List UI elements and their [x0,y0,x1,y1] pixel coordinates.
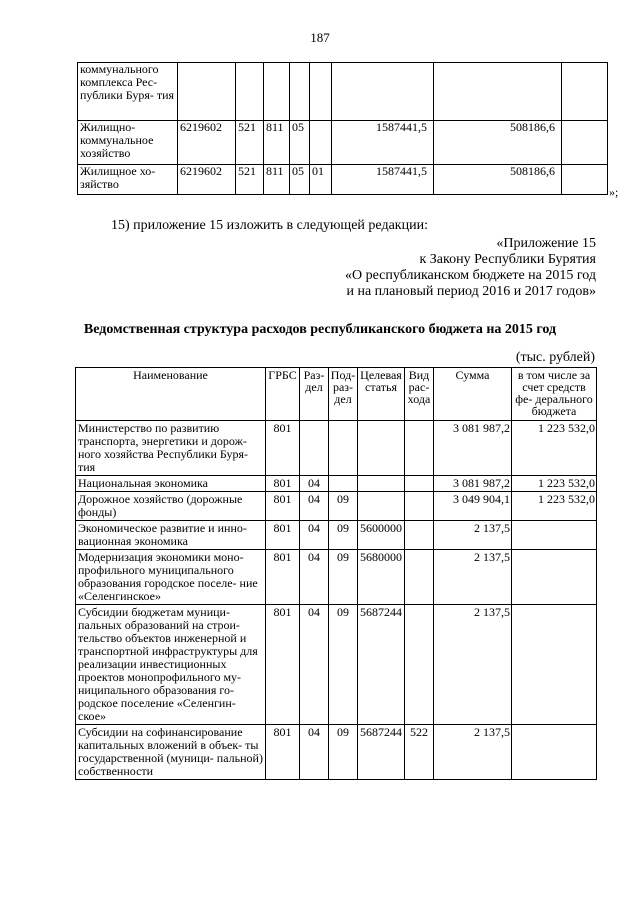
table-row: Жилищное хо- зяйство 6219602 521 811 05 01 1587441,5 508186,6 [78,165,608,195]
header-name: Наименование [76,368,266,421]
appendix-line: «Приложение 15 [496,236,596,251]
header-target: Целевая статья [358,368,405,421]
appendix-line: к Закону Республики Бурятия [419,252,596,267]
header-podrazdel: Под- раз- дел [329,368,358,421]
appendix-header [345,236,596,300]
header-razdel: Раз- дел [300,368,329,421]
table-row [78,63,608,121]
previous-table [77,62,608,195]
header-row [76,368,597,421]
header-federal: в том числе за счет средств фе- дерального бюджета [512,368,597,421]
cell-name: Жилищно- коммунальное хозяйство [78,121,178,165]
table-row: Субсидии на софинансирование капитальных вложений в объек- ты государственной (муници- пальной) собственности 801 04 09 5687244 522 2 137,5 [76,725,597,780]
header-grbs: ГРБС [266,368,300,421]
table-row: Экономическое развитие и инно- вационная экономика 801 04 09 5600000 2 137,5 [76,521,597,550]
cell-name: коммунального комплекса Рес- публики Буря- тия [78,63,178,121]
table-row: Субсидии бюджетам муници- пальных образований на строи- тельство объектов инженерной и транспортной инфраструктуры для реализации инвестиционных проектов монопрофильного му- ниципального образования го- родское поселение «Селенгин- ское» 801 04 09 5687244 2 137,5 [76,605,597,725]
appendix-line: и на плановый период 2016 и 2017 годов» [346,284,596,299]
table-close-mark: »; [609,185,619,199]
budget-table [75,367,597,780]
header-sum: Сумма [434,368,512,421]
appendix-line: «О республиканском бюджете на 2015 год [345,268,596,283]
table-row: Жилищно- коммунальное хозяйство 6219602 521 811 05 1587441,5 508186,6 [78,121,608,165]
unit-label: (тыс. рублей) [515,350,595,365]
table-row: Дорожное хозяйство (дорожные фонды) 801 04 09 3 049 904,1 1 223 532,0 [76,492,597,521]
table-row: Модернизация экономики моно- профильного муниципального образования городское поселе- ние «Селенгинское» 801 04 09 5680000 2 137,5 [76,550,597,605]
document-title: Ведомственная структура расходов республиканского бюджета на 2015 год [83,322,557,337]
header-vid: Вид рас- хода [405,368,434,421]
page-number: 187 [310,30,330,45]
amendment-text: 15) приложение 15 изложить в следующей редакции: [111,218,428,233]
table-row: Национальная экономика 801 04 3 081 987,2 1 223 532,0 [76,476,597,492]
table-row: Министерство по развитию транспорта, энергетики и дорож- ного хозяйства Республики Буря- тия 801 3 081 987,2 1 223 532,0 [76,421,597,476]
cell-name: Жилищное хо- зяйство [78,165,178,195]
